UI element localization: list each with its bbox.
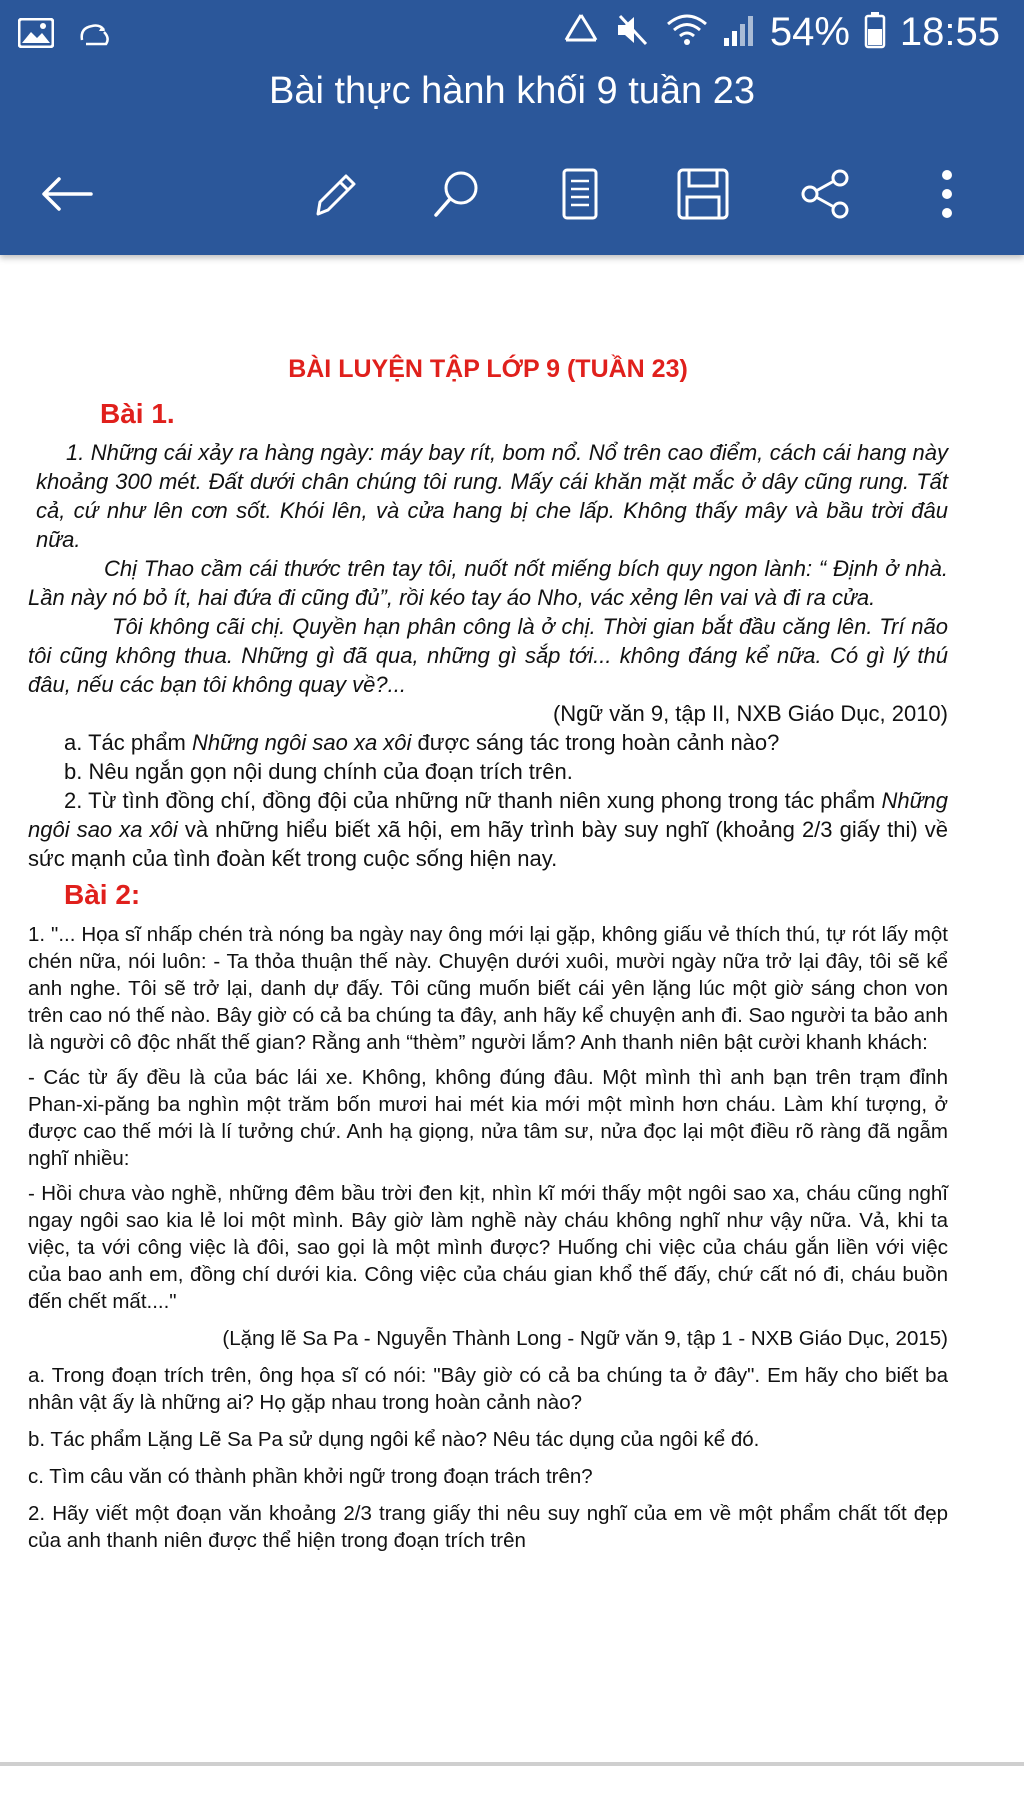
recycle-icon xyxy=(562,12,600,53)
app-bar xyxy=(0,0,1024,255)
bai2-heading: Bài 2: xyxy=(64,879,141,910)
status-bar xyxy=(0,0,1024,70)
page-divider xyxy=(0,1762,1024,1766)
bai1-qa-pre: a. Tác phẩm xyxy=(64,730,192,755)
bai2-question-a: a. Trong đoạn trích trên, ông họa sĩ có nói: "Bây giờ có cả ba chúng ta ở đây". Em hãy cho biết ba nhân vật ấy là những ai? Họ gặp nhau trong hoàn cảnh nào? xyxy=(28,1364,948,1414)
bai2-paragraph-2: - Các từ ấy đều là của bác lái xe. Không, không đúng đâu. Một mình thì anh bạn trên trạm đỉnh Phan-xi-păng ba nghìn một trăm bốn mươi hai mét kia mới một mình hơn cháu. Làm khí tượng, ở được cao thế mới là lí tưởng chứ. Anh hạ giọng, nửa tâm sư, nửa đọc lại một điều rõ ràng đã ngẫm nghĩ nhiều: xyxy=(28,1066,948,1170)
clock: 18:55 xyxy=(899,10,1000,54)
battery-percent: 54% xyxy=(769,10,850,54)
bai2-question-b: b. Tác phẩm Lặng Lẽ Sa Pa sử dụng ngôi kể nào? Nêu tác dụng của ngôi kể đó. xyxy=(28,1428,760,1451)
pencil-icon[interactable] xyxy=(302,162,366,226)
bai1-question-2 xyxy=(28,786,948,873)
document-heading: BÀI LUYỆN TẬP LỚP 9 (TUẦN 23) xyxy=(288,355,688,383)
bai1-source: (Ngữ văn 9, tập II, NXB Giáo Dục, 2010) xyxy=(552,701,948,726)
bai1-paragraph-1: 1. Những cái xảy ra hàng ngày: máy bay rít, bom nổ. Nổ trên cao điểm, cách cái hang này khoảng 300 mét. Đất dưới chân chúng tôi rung. Mấy cái khăn mặt mắc ở dây cũng rung. Tất cả, cứ như lên cơn sốt. Khói lên, và cửa hang bị che lấp. Không thấy mây và bầu trời đâu nữa. xyxy=(36,440,948,552)
bai1-qa-post: được sáng tác trong hoàn cảnh nào? xyxy=(411,730,780,755)
bai1-question-a xyxy=(28,728,948,757)
bai2-paragraph-1: 1. "... Họa sĩ nhấp chén trà nóng ba ngày nay ông mới lại gặp, không giấu vẻ thích thú, tự rót lấy một chén nữa, nói luôn: - Ta thỏa thuận thế này. Chuyện dưới xuôi, mười ngày nữa trở lại đây, tôi sẽ kể anh nghe. Tôi sẽ trở lại, danh dự đấy. Tôi cũng muốn biết cái yên lặng lúc một giờ sáng chon von trên cao nó thế nào. Bây giờ có cả ba chúng ta đây, anh hãy kể chuyện anh đi. Sao người ta bảo anh là người cô độc nhất thế gian? Rằng anh “thèm” người lắm? Anh thanh niên bật cười khanh khách: xyxy=(28,923,948,1054)
document-body xyxy=(28,355,948,1554)
bai2-question-2: 2. Hãy viết một đoạn văn khoảng 2/3 trang giấy thi nêu suy nghĩ của em về một phẩm chất tốt đẹp của anh thanh niên được thể hiện trong đoạn trích trên xyxy=(28,1502,948,1552)
share-icon[interactable] xyxy=(793,162,857,226)
bai2-question-c: c. Tìm câu văn có thành phần khởi ngữ trong đoạn trách trên? xyxy=(28,1465,593,1488)
bai1-q2-pre: 2. Từ tình đồng chí, đồng đội của những nữ thanh niên xung phong trong tác phẩm xyxy=(64,788,882,813)
more-vertical-icon[interactable] xyxy=(915,162,979,226)
toolbar xyxy=(0,150,1024,230)
signal-icon xyxy=(722,12,756,53)
bai1-q2-post: và những hiểu biết xã hội, em hãy trình bày suy nghĩ (khoảng 2/3 giấy thi) về sức mạnh của tình đoàn kết trong cuộc sống hiện nay. xyxy=(28,817,948,871)
reading-view-icon[interactable] xyxy=(548,162,612,226)
back-arrow-icon[interactable] xyxy=(35,162,99,226)
bai1-qa-work: Những ngôi sao xa xôi xyxy=(192,730,412,755)
mute-icon xyxy=(614,12,652,53)
bai1-question-b: b. Nêu ngắn gọn nội dung chính của đoạn trích trên. xyxy=(64,759,573,784)
search-icon[interactable] xyxy=(425,162,489,226)
bai2-source: (Lặng lẽ Sa Pa - Nguyễn Thành Long - Ngữ văn 9, tập 1 - NXB Giáo Dục, 2015) xyxy=(222,1327,948,1350)
battery-icon xyxy=(864,11,886,54)
gallery-icon xyxy=(18,18,54,53)
bai1-heading: Bài 1. xyxy=(100,398,175,429)
bai1-paragraph-3: Tôi không cãi chị. Quyền hạn phân công là ở chị. Thời gian bắt đầu căng lên. Trí não tôi cũng không thua. Những gì đã qua, những gì sắp tới... không đáng kể nữa. Có gì lý thú đâu, nếu các bạn tôi không quay về?... xyxy=(28,614,948,697)
sync-icon xyxy=(76,18,112,53)
bai1-paragraph-2: Chị Thao cầm cái thước trên tay tôi, nuốt nốt miếng bích quy ngon lành: “ Định ở nhà. Lần này nó bỏ ít, hai đứa đi cũng đủ”, rồi kéo tay áo Nho, vác xẻng lên vai và đi ra cửa. xyxy=(28,556,948,610)
wifi-icon xyxy=(666,12,708,53)
save-icon[interactable] xyxy=(671,162,735,226)
document-title: Bài thực hành khối 9 tuần 23 xyxy=(268,70,755,112)
bai1-q2-work: Những ngôi sao xa xôi xyxy=(28,788,948,842)
bai2-paragraph-3: - Hồi chưa vào nghề, những đêm bầu trời đen kịt, nhìn kĩ mới thấy một ngôi sao xa, cháu cũng nghĩ ngay ngôi sao kia lẻ loi một mình. Bây giờ làm nghề này cháu không nghĩ như vậy nữa. Vả, khi ta việc, ta với công việc là đôi, sao gọi là một mình được? Huống chi việc của cháu gắn liền với việc của bao anh em, đồng chí dưới kia. Công việc của cháu gian khổ thế đấy, chứ cất nó đi, cháu buồn đến chết mất...." xyxy=(28,1182,948,1313)
